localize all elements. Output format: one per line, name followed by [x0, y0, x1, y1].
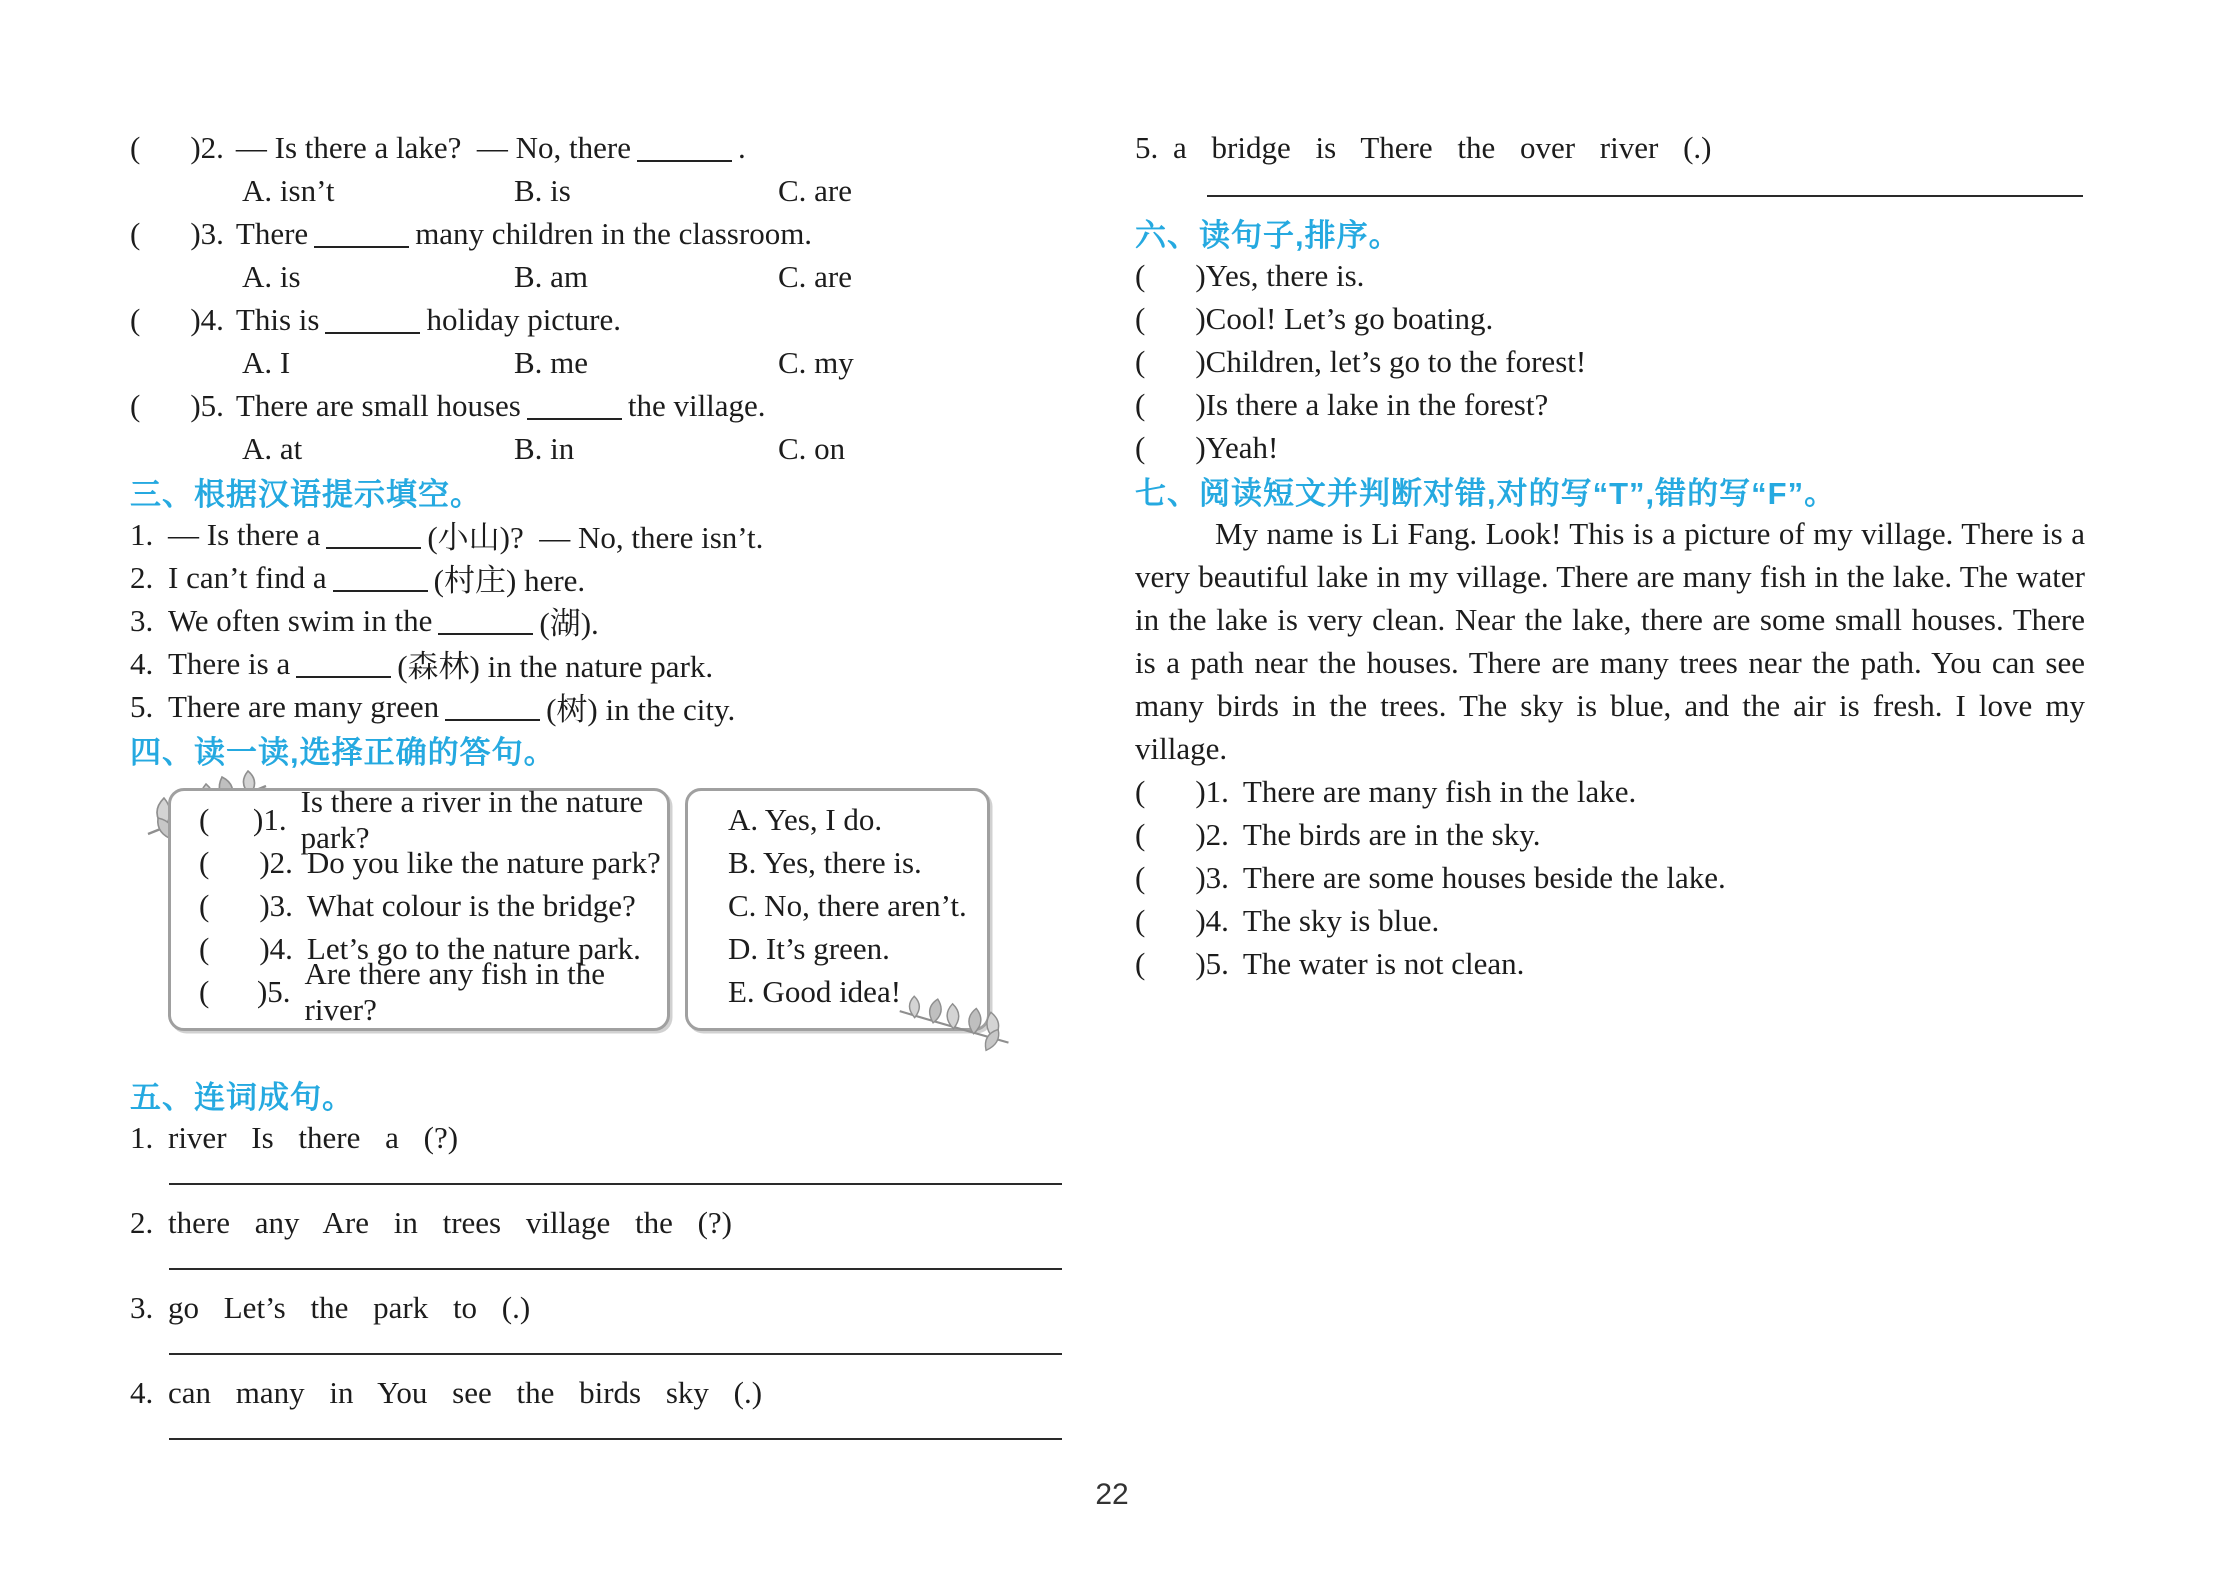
ordering-item-4 — [1135, 383, 2085, 426]
ordering-item-3 — [1135, 340, 2085, 383]
tf-item-4 — [1135, 899, 2085, 942]
item-number: 1. — [130, 516, 154, 552]
matching-questions-box — [168, 783, 670, 1031]
item-text: (小山)? — No, there isn’t. — [427, 520, 764, 555]
answer-text[interactable]: A. Yes, I do. — [728, 801, 883, 837]
question-number: )5. — [1195, 945, 1229, 981]
answer-slot[interactable] — [1145, 863, 1195, 893]
right-column — [1135, 126, 2085, 985]
question-number: )5. — [190, 387, 224, 423]
unscramble-item-4 — [130, 1371, 1055, 1414]
question-number: )2. — [259, 844, 293, 880]
answer-paren-close: ) — [1195, 300, 1206, 336]
question-number: )5. — [256, 973, 291, 1009]
match-question-3 — [199, 884, 667, 927]
section-title: 五、连词成句。 — [130, 1080, 354, 1115]
section-3-title-row — [130, 470, 1055, 513]
scrambled-words: a bridge is There the over river (.) — [1173, 129, 1712, 165]
item-text: (树) in the city. — [546, 692, 736, 727]
answer-paren-open: ( — [1135, 945, 1146, 981]
answer-paren-open: ( — [1135, 300, 1146, 336]
option-c[interactable]: C. on — [778, 430, 846, 466]
answer-paren-open: ( — [199, 844, 210, 880]
match-question-5 — [199, 955, 667, 1027]
section-4-title-row — [130, 728, 1055, 771]
answer-slot[interactable] — [209, 977, 257, 1007]
unscramble-item-2 — [130, 1201, 1055, 1244]
question-text: — Is there a lake? — No, there — [235, 129, 631, 165]
item-text: (森林) in the nature park. — [397, 649, 714, 684]
answer-paren-open: ( — [1135, 773, 1146, 809]
item-number: 3. — [130, 1289, 154, 1325]
option-a[interactable]: A. at — [242, 430, 303, 466]
answer-paren-open: ( — [1135, 386, 1146, 422]
answer-paren-open: ( — [199, 887, 210, 923]
option-a[interactable]: A. is — [242, 258, 301, 294]
answer-paren-open: ( — [1135, 902, 1146, 938]
match-answer-a — [728, 798, 987, 841]
answer-paren-close: ) — [1195, 429, 1206, 465]
answer-write-line[interactable] — [169, 1268, 1062, 1270]
question-number: )3. — [259, 887, 293, 923]
sentence-text: Yeah! — [1205, 429, 1279, 465]
question-number: )2. — [1195, 816, 1229, 852]
answer-slot[interactable] — [1145, 390, 1195, 420]
answer-slot[interactable] — [209, 891, 259, 921]
answer-paren-open: ( — [199, 801, 210, 837]
answer-paren-open: ( — [130, 129, 141, 165]
answer-write-line[interactable] — [169, 1353, 1062, 1355]
left-column — [130, 126, 1055, 1456]
match-question-2 — [199, 841, 667, 884]
answer-text[interactable]: D. It’s green. — [728, 930, 890, 966]
answer-slot[interactable] — [140, 305, 190, 335]
question-text: This is — [235, 301, 320, 337]
sentence-text: Cool! Let’s go boating. — [1205, 300, 1494, 336]
scrambled-words: there any Are in trees village the (?) — [168, 1204, 732, 1240]
item-number: 5. — [1135, 129, 1159, 165]
answer-slot[interactable] — [1145, 949, 1195, 979]
question-text: the village. — [627, 387, 766, 423]
match-question-1 — [199, 783, 667, 855]
question-number: )3. — [190, 215, 224, 251]
blank-field[interactable] — [296, 650, 391, 678]
statement-text: There are many fish in the lake. — [1242, 773, 1637, 809]
section-title: 七、阅读短文并判断对错,对的写“T”,错的写“F”。 — [1135, 476, 1837, 511]
unscramble-item-5 — [1135, 126, 2085, 169]
tf-item-3 — [1135, 856, 2085, 899]
blank-field[interactable] — [445, 693, 540, 721]
question-number: )4. — [1195, 902, 1229, 938]
sentence-text: Children, let’s go to the forest! — [1205, 343, 1587, 379]
question-text: There — [235, 215, 309, 251]
question-number: )2. — [190, 129, 224, 165]
question-number: )1. — [1195, 773, 1229, 809]
fill-item-2 — [130, 556, 1055, 599]
unscramble-item-1 — [130, 1116, 1055, 1159]
fill-item-5 — [130, 685, 1055, 728]
answer-slot[interactable] — [1145, 304, 1195, 334]
answer-paren-close: ) — [1195, 257, 1206, 293]
blank-field[interactable] — [325, 306, 420, 334]
answer-text[interactable]: E. Good idea! — [728, 973, 902, 1009]
item-text: (村庄) here. — [433, 563, 586, 598]
match-answer-c — [728, 884, 987, 927]
question-text: Let’s go to the nature park. — [306, 930, 641, 966]
answer-text[interactable]: B. Yes, there is. — [728, 844, 922, 880]
item-number: 4. — [130, 645, 154, 681]
answer-slot[interactable] — [1145, 433, 1195, 463]
statement-text: The sky is blue. — [1242, 902, 1440, 938]
question-text: There are small houses — [235, 387, 521, 423]
fill-item-4 — [130, 642, 1055, 685]
option-b[interactable]: B. me — [514, 344, 589, 380]
question-text: holiday picture. — [426, 301, 622, 337]
blank-field[interactable] — [637, 134, 732, 162]
answer-slot[interactable] — [1145, 820, 1195, 850]
ordering-item-2 — [1135, 297, 2085, 340]
answer-paren-close: ) — [1195, 386, 1206, 422]
answer-paren-open: ( — [130, 387, 141, 423]
unscramble-item-3 — [130, 1286, 1055, 1329]
option-c[interactable]: C. are — [778, 258, 853, 294]
blank-field[interactable] — [326, 521, 421, 549]
answer-paren-open: ( — [1135, 859, 1146, 895]
item-number: 4. — [130, 1374, 154, 1410]
option-c[interactable]: C. my — [778, 344, 854, 380]
option-b[interactable]: B. in — [514, 430, 575, 466]
scrambled-words: can many in You see the birds sky (.) — [168, 1374, 763, 1410]
option-b[interactable]: B. am — [514, 258, 589, 294]
answer-paren-open: ( — [130, 301, 141, 337]
item-text: There are many green — [168, 688, 440, 724]
option-a[interactable]: A. I — [242, 344, 291, 380]
mcq-item-2 — [130, 126, 1055, 169]
item-text: There is a — [168, 645, 291, 681]
section-title: 六、读句子,排序。 — [1135, 218, 1401, 253]
reading-passage: My name is Li Fang. Look! This is a picture of my village. There is a very beautiful lake in my village. There are many fish in the lake. The water in the lake is very clean. Near the lake, there are some small houses. There is a path near the houses. There are many trees near the path. You can see many birds in the trees. The sky is blue, and the air is fresh. I love my village. — [1135, 516, 2085, 766]
mcq-options-4 — [130, 341, 1055, 384]
answer-text[interactable]: C. No, there aren’t. — [728, 887, 967, 923]
ordering-item-5 — [1135, 426, 2085, 469]
section-title: 四、读一读,选择正确的答句。 — [130, 735, 556, 770]
answer-write-line[interactable] — [169, 1183, 1062, 1185]
fill-item-3 — [130, 599, 1055, 642]
answer-paren-open: ( — [1135, 343, 1146, 379]
question-text: Do you like the nature park? — [306, 844, 661, 880]
item-text: I can’t find a — [168, 559, 327, 595]
scrambled-words: river Is there a (?) — [168, 1119, 459, 1155]
answer-write-line[interactable] — [169, 1438, 1062, 1440]
answer-slot[interactable] — [1145, 347, 1195, 377]
tf-item-5 — [1135, 942, 2085, 985]
item-number: 3. — [130, 602, 154, 638]
answer-paren-open: ( — [1135, 816, 1146, 852]
ordering-item-1 — [1135, 254, 2085, 297]
sentence-text: Yes, there is. — [1205, 257, 1365, 293]
mcq-item-5 — [130, 384, 1055, 427]
mcq-item-4 — [130, 298, 1055, 341]
answer-paren-open: ( — [199, 930, 210, 966]
statement-text: There are some houses beside the lake. — [1242, 859, 1726, 895]
section-title: 三、根据汉语提示填空。 — [130, 477, 482, 512]
question-number: )1. — [253, 801, 287, 837]
mcq-item-3 — [130, 212, 1055, 255]
question-text: Are there any fish in the river? — [304, 955, 613, 1027]
item-text: (湖). — [539, 606, 599, 641]
scrambled-words: go Let’s the park to (.) — [168, 1289, 531, 1325]
section-7-title-row — [1135, 469, 2085, 512]
question-number: )4. — [190, 301, 224, 337]
answer-slot[interactable] — [1145, 777, 1195, 807]
blank-field[interactable] — [333, 564, 428, 592]
mcq-options-5 — [130, 427, 1055, 470]
tf-item-1 — [1135, 770, 2085, 813]
match-answer-d — [728, 927, 987, 970]
section-5-title-row — [130, 1073, 1055, 1116]
answer-slot[interactable] — [140, 219, 190, 249]
question-text: Is there a river in the nature park? — [300, 783, 651, 855]
answer-paren-open: ( — [199, 973, 210, 1009]
answer-slot[interactable] — [1145, 261, 1195, 291]
answer-slot[interactable] — [140, 133, 190, 163]
blank-field[interactable] — [527, 392, 622, 420]
option-c[interactable]: C. are — [778, 172, 853, 208]
question-text: many children in the classroom. — [415, 215, 813, 251]
answer-paren-open: ( — [1135, 257, 1146, 293]
question-text: What colour is the bridge? — [306, 887, 636, 923]
item-number: 1. — [130, 1119, 154, 1155]
leaf-ornament-icon — [895, 985, 1014, 1066]
sentence-text: Is there a lake in the forest? — [1205, 386, 1549, 422]
answer-paren-open: ( — [1135, 429, 1146, 465]
section-6-title-row — [1135, 211, 2085, 254]
answer-slot[interactable] — [209, 805, 253, 835]
item-number: 2. — [130, 559, 154, 595]
mcq-options-2 — [130, 169, 1055, 212]
mcq-options-3 — [130, 255, 1055, 298]
answer-slot[interactable] — [1145, 906, 1195, 936]
answer-paren-close: ) — [1195, 343, 1206, 379]
matching-area — [130, 783, 1055, 1073]
option-a[interactable]: A. isn’t — [242, 172, 335, 208]
question-number: )3. — [1195, 859, 1229, 895]
statement-text: The birds are in the sky. — [1242, 816, 1541, 852]
statement-text: The water is not clean. — [1242, 945, 1525, 981]
page-number: 22 — [1095, 1478, 1129, 1511]
answer-paren-open: ( — [130, 215, 141, 251]
match-answer-b — [728, 841, 987, 884]
answer-write-line[interactable] — [1207, 195, 2083, 197]
answer-slot[interactable] — [140, 391, 190, 421]
item-number: 5. — [130, 688, 154, 724]
answer-slot[interactable] — [209, 848, 259, 878]
item-number: 2. — [130, 1204, 154, 1240]
fill-item-1 — [130, 513, 1055, 556]
tf-item-2 — [1135, 813, 2085, 856]
blank-field[interactable] — [438, 607, 533, 635]
blank-field[interactable] — [314, 220, 409, 248]
question-number: )4. — [259, 930, 293, 966]
item-text: — Is there a — [168, 516, 321, 552]
answer-slot[interactable] — [209, 934, 259, 964]
item-text: We often swim in the — [168, 602, 433, 638]
question-text: . — [738, 129, 746, 165]
option-b[interactable]: B. is — [514, 172, 571, 208]
